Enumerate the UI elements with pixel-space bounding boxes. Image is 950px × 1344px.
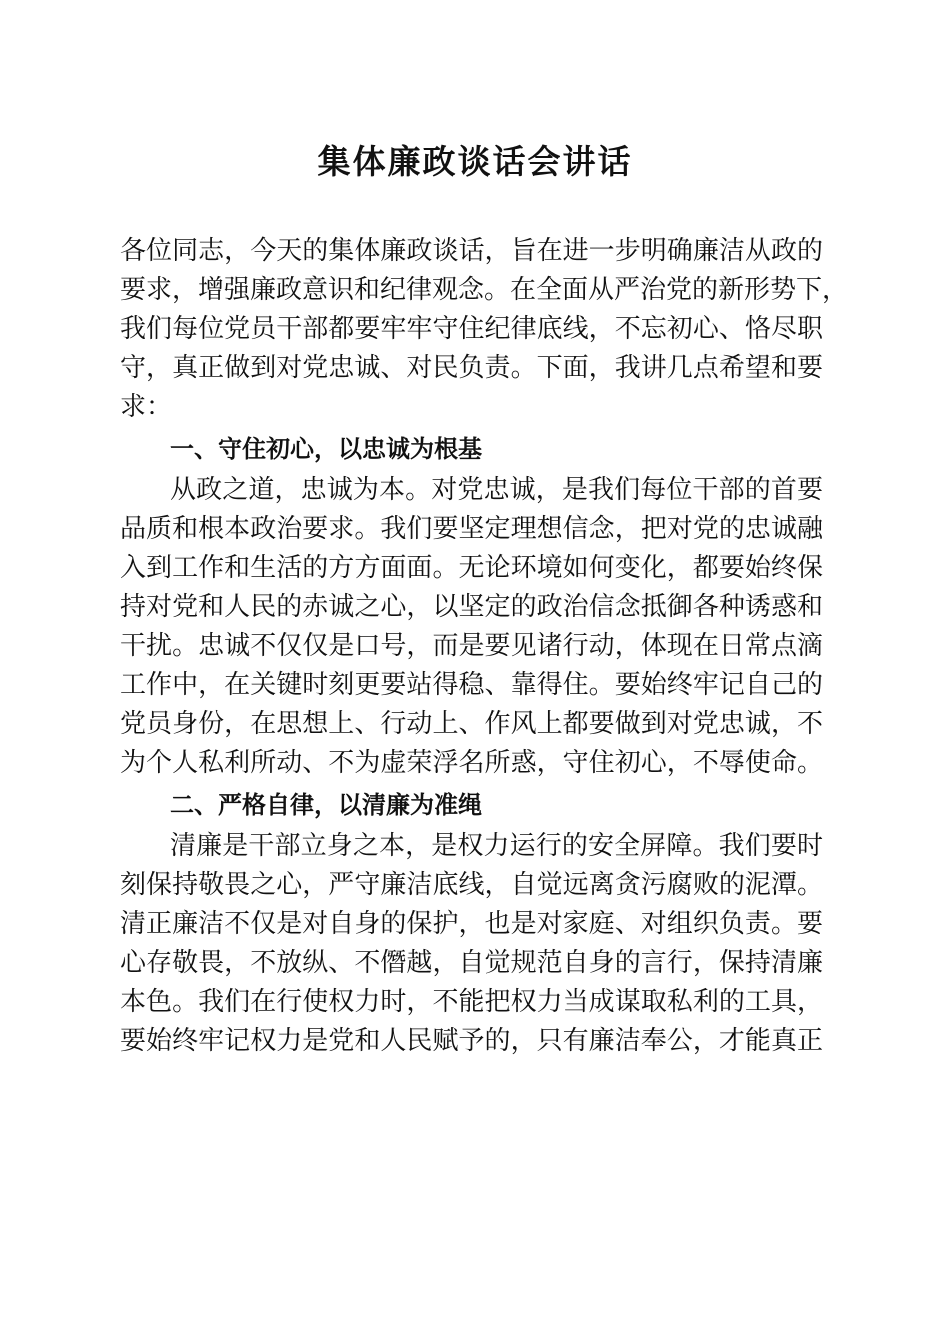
text-line: 清廉是干部立身之本，是权力运行的安全屏障。我们要时 [170,831,823,861]
text-line: 要求，增强廉政意识和纪律观念。在全面从严治党的新形势下， [120,275,849,305]
text-line: 各位同志，今天的集体廉政谈话，旨在进一步明确廉洁从政的 [120,236,823,266]
text-line: 求： [120,392,173,422]
section-paragraph [120,471,823,783]
text-line: 品质和根本政治要求。我们要坚定理想信念，把对党的忠诚融 [120,514,823,544]
text-line: 心存敬畏，不放纵、不僭越，自觉规范自身的言行，保持清廉 [120,948,823,978]
document-title: 集体廉政谈话会讲话 [317,142,633,181]
text-line: 入到工作和生活的方方面面。无论环境如何变化，都要始终保 [120,553,823,583]
text-line: 我们每位党员干部都要牢牢守住纪律底线，不忘初心、恪尽职 [120,314,823,344]
text-line: 为个人私利所动、不为虚荣浮名所惑，守住初心，不辱使命。 [120,748,823,778]
text-line: 工作中，在关键时刻更要站得稳、靠得住。要始终牢记自己的 [120,670,823,700]
text-line: 持对党和人民的赤诚之心，以坚定的政治信念抵御各种诱惑和 [120,592,823,622]
intro-paragraph [120,232,849,427]
text-line: 从政之道，忠诚为本。对党忠诚，是我们每位干部的首要 [170,475,823,505]
text-line: 本色。我们在行使权力时，不能把权力当成谋取私利的工具， [120,987,823,1017]
text-line: 守，真正做到对党忠诚、对民负责。下面，我讲几点希望和要 [120,353,823,383]
section-heading: 二、严格自律，以清廉为准绳 [170,791,482,819]
text-line: 要始终牢记权力是党和人民赋予的，只有廉洁奉公，才能真正 [120,1026,823,1056]
text-line: 干扰。忠诚不仅仅是口号，而是要见诸行动，体现在日常点滴 [120,631,823,661]
text-line: 党员身份，在思想上、行动上、作风上都要做到对党忠诚，不 [120,709,823,739]
text-line: 清正廉洁不仅是对自身的保护，也是对家庭、对组织负责。要 [120,909,823,939]
section-paragraph [120,827,823,1061]
section-heading: 一、守住初心，以忠诚为根基 [170,435,482,463]
text-line: 刻保持敬畏之心，严守廉洁底线，自觉远离贪污腐败的泥潭。 [120,870,823,900]
document-body [120,232,849,1061]
